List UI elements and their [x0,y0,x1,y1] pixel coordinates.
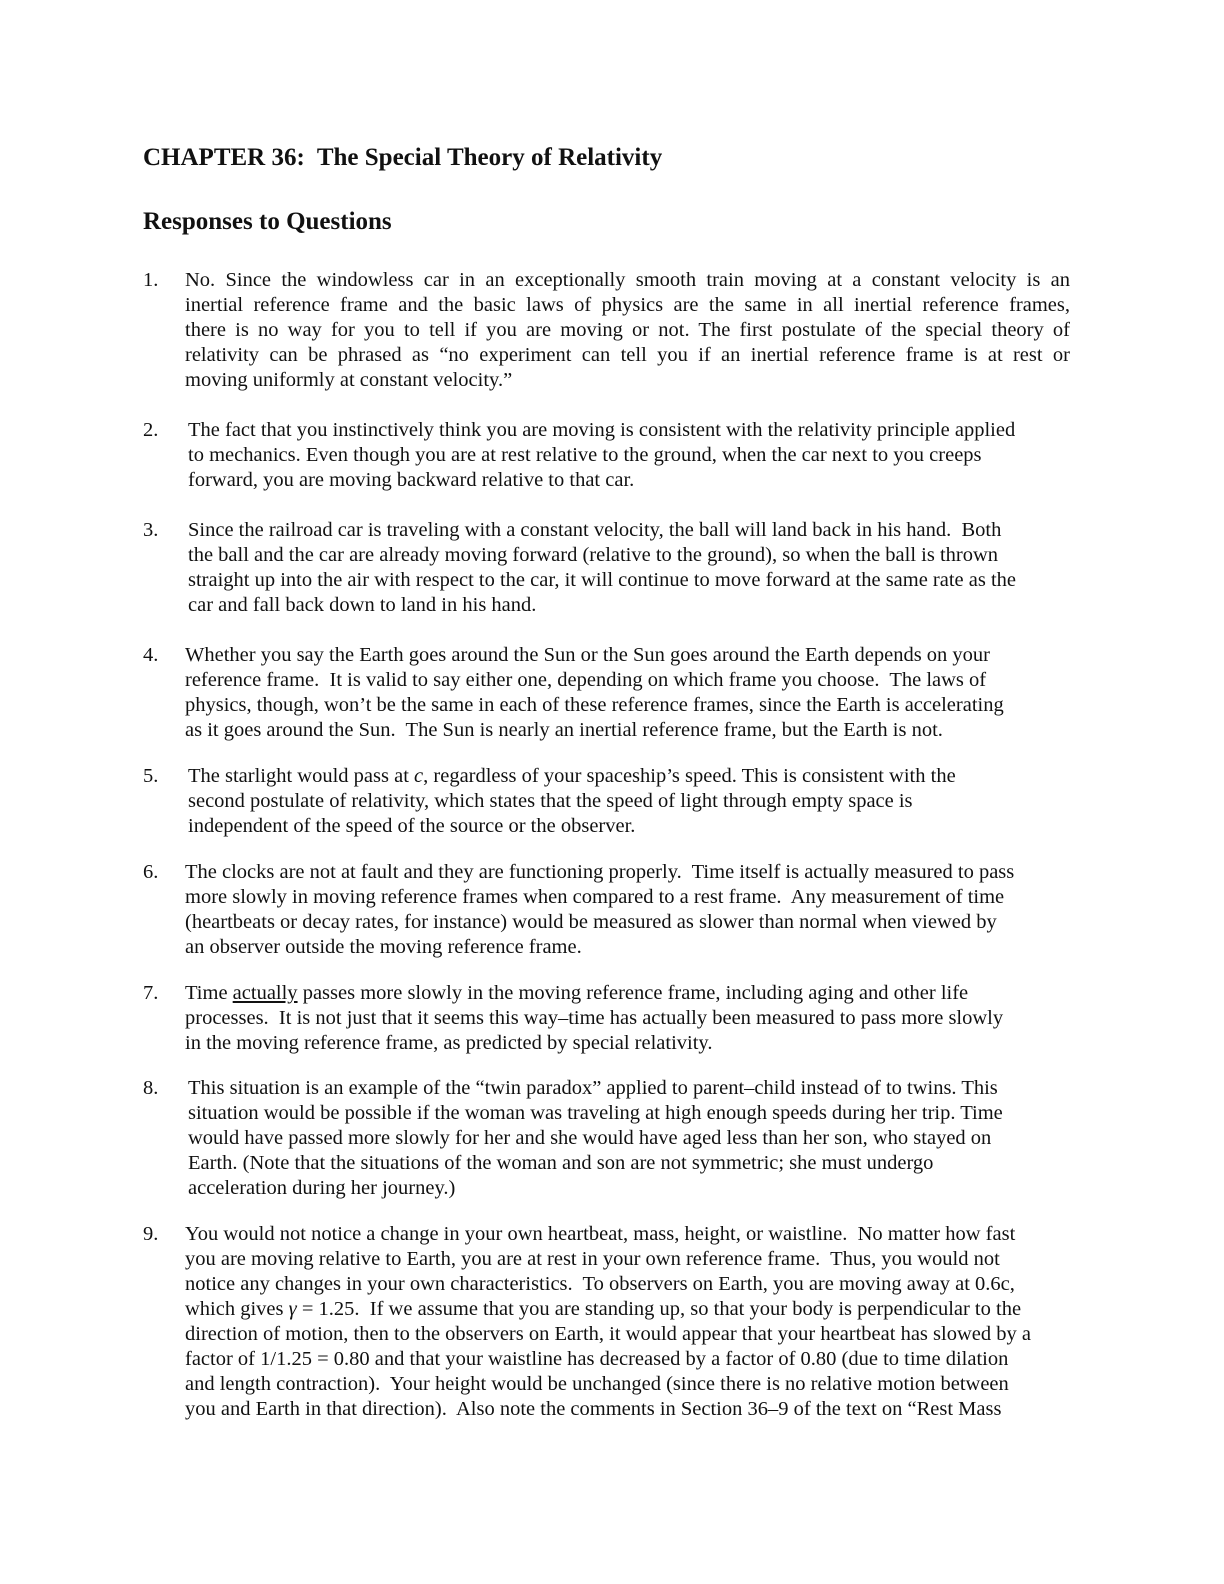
text-line: reference frame. It is valid to say either one, depending on which frame you choose. The laws of [185,669,987,691]
text-line: No. Since the windowless car in an exceptionally smooth train moving at a constant velocity is an [185,269,1070,291]
text-line: an observer outside the moving reference frame. [185,936,582,958]
text-line: Whether you say the Earth goes around the Sun or the Sun goes around the Earth depends on your [185,644,990,666]
text-line: Since the railroad car is traveling with a constant velocity, the ball will land back in his hand. Both [188,519,1002,541]
text-line: (heartbeats or decay rates, for instance) would be measured as slower than normal when viewed by [185,911,997,933]
text-line: to mechanics. Even though you are at rest relative to the ground, when the car next to you creeps [188,444,982,466]
item-number: 9. [143,1223,159,1245]
item-number: 8. [143,1077,159,1099]
item-text [188,418,1073,493]
text-line: in the moving reference frame, as predicted by special relativity. [185,1032,713,1054]
text-line: car and fall back down to land in his hand. [188,594,537,616]
text-line [188,764,1073,789]
text-segment: , regardless of your spaceship’s speed. This is consistent with the [423,765,956,787]
text-line: The fact that you instinctively think you are moving is consistent with the relativity principle applied [188,419,1016,441]
text-line: there is no way for you to tell if you are moving or not. The first postulate of the special theory of [185,319,1070,341]
item-text [185,643,1070,743]
text-line: factor of 1/1.25 = 0.80 and that your waistline has decreased by a factor of 0.80 (due to time dilation [185,1348,1009,1370]
item-number: 6. [143,861,159,883]
text-line: notice any changes in your own characteristics. To observers on Earth, you are moving away at 0.6c, [185,1273,1015,1295]
text-segment: passes more slowly in the moving reference frame, including aging and other life [297,982,969,1004]
text-line: direction of motion, then to the observers on Earth, it would appear that your heartbeat has slowed by a [185,1323,1031,1345]
text-segment: The starlight would pass at [188,765,415,787]
item-text [188,518,1073,618]
item-number: 4. [143,644,159,666]
text-line: Earth. (Note that the situations of the woman and son are not symmetric; she must undergo [188,1152,934,1174]
text-line: second postulate of relativity, which states that the speed of light through empty space is [188,790,913,812]
item-number: 1. [143,269,159,291]
text-line [185,1297,1070,1322]
item-text [185,860,1070,960]
section-title: Responses to Questions [143,208,392,235]
item-number: 2. [143,419,159,441]
text-segment: Time [185,982,233,1004]
text-line: acceleration during her journey.) [188,1177,456,1199]
item-text [185,268,1070,393]
chapter-title: CHAPTER 36: The Special Theory of Relativity [143,144,663,171]
item-text [188,764,1073,839]
text-line: This situation is an example of the “twin paradox” applied to parent–child instead of to twins. This [188,1077,998,1099]
text-line [185,981,1070,1006]
text-line: relativity can be phrased as “no experiment can tell you if an inertial reference frame is at rest or [185,344,1070,366]
text-line: You would not notice a change in your own heartbeat, mass, height, or waistline. No matter how fast [185,1223,1016,1245]
item-number: 7. [143,982,159,1004]
text-line: independent of the speed of the source or the observer. [188,815,636,837]
text-line: The clocks are not at fault and they are functioning properly. Time itself is actually measured to pass [185,861,1015,883]
text-line: inertial reference frame and the basic laws of physics are the same in all inertial reference frames, [185,294,1070,316]
text-line: straight up into the air with respect to the car, it will continue to move forward at the same rate as the [188,569,1017,591]
text-line: situation would be possible if the woman was traveling at high enough speeds during her trip. Time [188,1102,1003,1124]
text-segment: which gives [185,1298,289,1320]
text-line: moving uniformly at constant velocity.” [185,369,513,391]
text-line: you and Earth in that direction). Also note the comments in Section 36–9 of the text on “Rest Mass [185,1398,1002,1420]
item-number: 5. [143,765,159,787]
item-text [188,1076,1073,1201]
italic-symbol: γ [288,1298,297,1320]
text-line: more slowly in moving reference frames when compared to a rest frame. Any measurement of time [185,886,1005,908]
italic-symbol: c [414,765,424,787]
text-line: you are moving relative to Earth, you are at rest in your own reference frame. Thus, you would not [185,1248,1000,1270]
text-segment: = 1.25. If we assume that you are standing up, so that your body is perpendicular to the [296,1298,1022,1320]
text-line: physics, though, won’t be the same in each of these reference frames, since the Earth is accelerating [185,694,1004,716]
text-line: processes. It is not just that it seems this way–time has actually been measured to pass more slowly [185,1007,1004,1029]
text-line: forward, you are moving backward relative to that car. [188,469,635,491]
underlined-text: actually [232,982,298,1004]
text-line: as it goes around the Sun. The Sun is nearly an inertial reference frame, but the Earth is not. [185,719,943,741]
item-text [185,1222,1070,1422]
item-text [185,981,1070,1056]
item-number: 3. [143,519,159,541]
text-line: would have passed more slowly for her and she would have aged less than her son, who stayed on [188,1127,992,1149]
text-line: and length contraction). Your height would be unchanged (since there is no relative motion between [185,1373,1009,1395]
text-line: the ball and the car are already moving forward (relative to the ground), so when the ball is thrown [188,544,999,566]
